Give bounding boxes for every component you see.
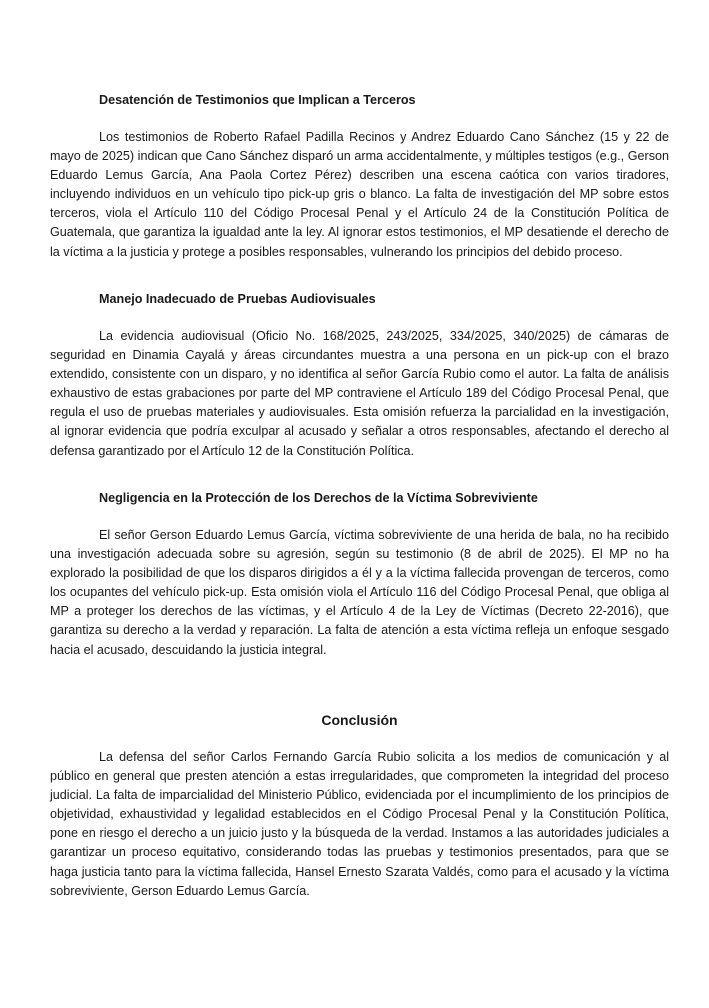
- section-paragraph: La evidencia audiovisual (Oficio No. 168/2025, 243/2025, 334/2025, 340/2025) de cámaras de seguridad en Dinamia Cayalá y áreas circundantes muestra a una persona en un pick-up con el brazo extendido, consistente con un disparo, y no identifica al señor García Rubio como el autor. La falta de análisis exhaustivo de estas grabaciones por parte del MP contraviene el Artículo 189 del Código Procesal Penal, que regula el uso de pruebas materiales y audiovisuales. Esta omisión refuerza la parcialidad en la investigación, al ignorar evidencia que podría exculpar al acusado y señalar a otros responsables, afectando el derecho al defensa garantizado por el Artículo 12 de la Constitución Política.: [50, 329, 669, 458]
- section-testimonios: [50, 91, 669, 262]
- section-paragraph: Los testimonios de Roberto Rafael Padilla Recinos y Andrez Eduardo Cano Sánchez (15 y 22 de mayo de 2025) indican que Cano Sánchez disparó un arma accidentalmente, y múltiples testigos (e.g., Gerson Eduardo Lemus García, Ana Paola Cortez Pérez) describen una escena caótica con varios tiradores, incluyendo individuos en un vehículo tipo pick-up gris o blanco. La falta de investigación del MP sobre estos terceros, viola el Artículo 110 del Código Procesal Penal y el Artículo 24 de la Constitución Política de Guatemala, que garantiza la igualdad ante la ley. Al ignorar estos testimonios, el MP desatiende el derecho de la víctima a la justicia y protege a posibles responsables, vulnerando los principios del debido proceso.: [50, 130, 669, 259]
- conclusion-title: Conclusión: [321, 712, 398, 728]
- conclusion-paragraph: La defensa del señor Carlos Fernando García Rubio solicita a los medios de comunicación y al público en general que presten atención a estas irregularidades, que comprometen la integridad del proceso judicial. La falta de imparcialidad del Ministerio Público, evidenciada por el incumplimiento de los principios de objetividad, exhaustividad y legalidad establecidos en el Código Procesal Penal y la Constitución Política, pone en riesgo el derecho a un juicio justo y la búsqueda de la verdad. Instamos a las autoridades judiciales a garantizar un proceso equitativo, considerando todas las pruebas y testimonios presentados, para que se haga justicia tanto para la víctima fallecida, Hansel Ernesto Szarata Valdés, como para el acusado y la víctima sobreviviente, Gerson Eduardo Lemus García.: [50, 750, 669, 898]
- section-heading: Manejo Inadecuado de Pruebas Audiovisuales: [99, 292, 376, 306]
- section-conclusion: [50, 710, 669, 901]
- section-pruebas-audiovisuales: [50, 290, 669, 461]
- section-victima-sobreviviente: [50, 489, 669, 660]
- section-heading: Desatención de Testimonios que Implican a Terceros: [99, 93, 416, 107]
- section-heading: Negligencia en la Protección de los Derechos de la Víctima Sobreviviente: [99, 491, 538, 505]
- section-paragraph: El señor Gerson Eduardo Lemus García, víctima sobreviviente de una herida de bala, no ha recibido una investigación adecuada sobre su agresión, según su testimonio (8 de abril de 2025). El MP no ha explorado la posibilidad de que los disparos dirigidos a él y a la víctima fallecida provengan de terceros, como los ocupantes del vehículo pick-up. Esta omisión viola el Artículo 116 del Código Procesal Penal, que obliga al MP a proteger los derechos de las víctimas, y el Artículo 4 de la Ley de Víctimas (Decreto 22-2016), que garantiza su derecho a la verdad y reparación. La falta de atención a esta víctima refleja un enfoque sesgado hacia el acusado, descuidando la justicia integral.: [50, 528, 669, 657]
